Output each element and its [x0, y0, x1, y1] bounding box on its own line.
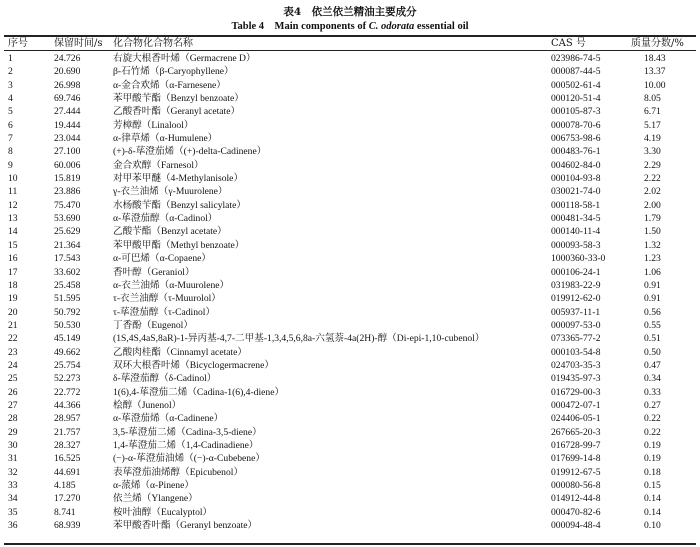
table-row	[4, 185, 696, 198]
cell-cas: 000470-82-6	[551, 506, 601, 518]
cell-retention-time: 23.044	[54, 133, 81, 145]
cell-cas: 267665-20-3	[551, 426, 601, 438]
cell-mass-fraction: 0.18	[644, 466, 661, 478]
cell-mass-fraction: 0.55	[644, 319, 661, 331]
table-row	[4, 239, 696, 252]
table-row	[4, 159, 696, 172]
cell-mass-fraction: 0.50	[644, 346, 661, 358]
header-cas: CAS 号	[551, 38, 586, 49]
cell-compound-name: 苯甲酸苄酯（Benzyl benzoate）	[113, 93, 244, 105]
cell-cas: 004602-84-0	[551, 159, 601, 171]
cell-compound-name: α-荜澄茄烯（α-Cadinene）	[113, 413, 224, 425]
cell-compound-name: 水杨酸苄酯（Benzyl salicylate）	[113, 199, 246, 211]
cell-compound-name: 乙酸苄酯（Benzyl acetate）	[113, 226, 227, 238]
cell-no: 32	[8, 466, 18, 478]
cell-retention-time: 20.690	[54, 66, 81, 78]
cell-compound-name: 香叶醇（Geraniol）	[113, 266, 195, 278]
header-compound-name: 化合物化合物名称	[113, 38, 193, 49]
table-row	[4, 346, 696, 359]
cell-retention-time: 68.939	[54, 520, 81, 532]
cell-mass-fraction: 0.19	[644, 453, 661, 465]
cell-no: 27	[8, 399, 18, 411]
cell-mass-fraction: 0.91	[644, 293, 661, 305]
caption-en-species: C. odorata	[368, 21, 415, 32]
cell-compound-name: α-衣兰油烯（α-Muurolene）	[113, 279, 230, 291]
table-row	[4, 65, 696, 78]
cell-cas: 006753-98-6	[551, 133, 601, 145]
cell-retention-time: 53.690	[54, 213, 81, 225]
cell-retention-time: 49.662	[54, 346, 81, 358]
cell-cas: 000087-44-5	[551, 66, 601, 78]
cell-no: 5	[8, 106, 13, 118]
cell-cas: 016729-00-3	[551, 386, 601, 398]
cell-no: 9	[8, 159, 13, 171]
table-row	[4, 172, 696, 185]
cell-cas: 000103-54-8	[551, 346, 601, 358]
components-table	[4, 52, 696, 532]
cell-mass-fraction: 0.19	[644, 439, 661, 451]
cell-no: 3	[8, 79, 13, 91]
cell-cas: 030021-74-0	[551, 186, 601, 198]
cell-retention-time: 17.270	[54, 493, 81, 505]
cell-cas: 000080-56-8	[551, 480, 601, 491]
cell-compound-name: 丁香酚（Eugenol）	[113, 319, 193, 331]
table-row	[4, 292, 696, 305]
table-row	[4, 386, 696, 399]
cell-no: 18	[8, 279, 18, 291]
cell-mass-fraction: 18.43	[644, 53, 666, 64]
cell-cas: 023986-74-5	[551, 53, 601, 64]
cell-cas: 031983-22-9	[551, 279, 601, 291]
cell-no: 29	[8, 426, 18, 438]
cell-cas: 000094-48-4	[551, 520, 601, 532]
table-row	[4, 212, 696, 225]
table-body	[4, 52, 696, 532]
table-row	[4, 439, 696, 452]
cell-cas: 019435-97-3	[551, 373, 601, 385]
cell-no: 10	[8, 173, 18, 185]
header-no: 序号	[8, 38, 28, 49]
cell-mass-fraction: 8.05	[644, 93, 661, 105]
cell-cas: 019912-67-5	[551, 466, 601, 478]
cell-mass-fraction: 0.47	[644, 359, 661, 371]
table-row	[4, 399, 696, 412]
cell-cas: 000093-58-3	[551, 239, 601, 251]
table-caption-cn: 表4 依兰依兰精油主要成分	[283, 6, 417, 18]
cell-compound-name: α-蒎烯（α-Pinene）	[113, 480, 194, 491]
cell-mass-fraction: 0.91	[644, 279, 661, 291]
cell-compound-name: (+)-δ-荜澄茄烯（(+)-delta-Cadinene）	[113, 146, 267, 158]
table-row	[4, 105, 696, 118]
table-top-rule	[4, 35, 696, 37]
cell-cas: 000502-61-4	[551, 79, 601, 91]
table-row	[4, 266, 696, 279]
table-row	[4, 306, 696, 319]
cell-mass-fraction: 0.33	[644, 386, 661, 398]
cell-retention-time: 17.543	[54, 253, 81, 265]
cell-cas: 016728-99-7	[551, 439, 601, 451]
cell-retention-time: 25.458	[54, 279, 81, 291]
cell-no: 6	[8, 119, 13, 131]
cell-compound-name: 1(6),4-荜澄茄二烯（Cadina-1(6),4-diene）	[113, 386, 285, 398]
cell-retention-time: 27.100	[54, 146, 81, 158]
cell-retention-time: 52.273	[54, 373, 81, 385]
cell-cas: 000140-11-4	[551, 226, 601, 238]
cell-mass-fraction: 0.27	[644, 399, 661, 411]
cell-no: 31	[8, 453, 18, 465]
cell-cas: 000104-93-8	[551, 173, 601, 185]
caption-en-suffix: essential oil	[414, 21, 469, 32]
cell-mass-fraction: 1.79	[644, 213, 661, 225]
cell-cas: 000105-87-3	[551, 106, 601, 118]
cell-compound-name: β-石竹烯（β-Caryophyllene）	[113, 66, 234, 78]
cell-compound-name: 桧醇（Junenol）	[113, 399, 182, 411]
cell-compound-name: 1,4-荜澄茄二烯（1,4-Cadinadiene）	[113, 439, 259, 451]
cell-no: 28	[8, 413, 18, 425]
cell-no: 4	[8, 93, 13, 105]
table-row	[4, 132, 696, 145]
cell-mass-fraction: 0.22	[644, 426, 661, 438]
caption-en-prefix: Table 4 Main components of	[231, 21, 369, 32]
cell-retention-time: 50.792	[54, 306, 81, 318]
cell-cas: 000106-24-1	[551, 266, 601, 278]
cell-compound-name: α-律草烯（α-Humulene）	[113, 133, 218, 145]
cell-retention-time: 25.754	[54, 359, 81, 371]
cell-mass-fraction: 6.71	[644, 106, 661, 118]
cell-cas: 000097-53-0	[551, 319, 601, 331]
cell-retention-time: 44.691	[54, 466, 81, 478]
table-row	[4, 145, 696, 158]
cell-compound-name: 苯甲酸甲酯（Methyl benzoate）	[113, 239, 245, 251]
cell-retention-time: 27.444	[54, 106, 81, 118]
cell-mass-fraction: 5.17	[644, 119, 661, 131]
table-row	[4, 332, 696, 345]
cell-cas: 000472-07-1	[551, 399, 601, 411]
cell-no: 33	[8, 480, 18, 491]
table-row	[4, 92, 696, 105]
cell-compound-name: 芳樟醇（Linalool）	[113, 119, 194, 131]
cell-compound-name: α-金合欢烯（α-Farnesene）	[113, 79, 226, 91]
cell-cas: 019912-62-0	[551, 293, 601, 305]
cell-cas: 073365-77-2	[551, 333, 601, 345]
cell-compound-name: 金合欢醇（Farnesol）	[113, 159, 204, 171]
cell-retention-time: 15.819	[54, 173, 81, 185]
table-caption-en	[0, 18, 700, 33]
cell-compound-name: δ-荜澄茄醇（δ-Cadinol）	[113, 373, 217, 385]
cell-retention-time: 28.327	[54, 439, 81, 451]
table-row	[4, 79, 696, 92]
cell-retention-time: 26.998	[54, 79, 81, 91]
cell-no: 19	[8, 293, 18, 305]
cell-compound-name: α-荜澄茄醇（α-Cadinol）	[113, 213, 218, 225]
cell-retention-time: 60.006	[54, 159, 81, 171]
cell-mass-fraction: 10.00	[644, 79, 666, 91]
cell-mass-fraction: 13.37	[644, 66, 666, 78]
cell-no: 2	[8, 66, 13, 78]
cell-mass-fraction: 2.22	[644, 173, 661, 185]
table-row	[4, 519, 696, 532]
cell-no: 24	[8, 359, 18, 371]
header-mass-fraction: 质量分数/%	[631, 38, 684, 49]
cell-retention-time: 21.364	[54, 239, 81, 251]
table-row	[4, 225, 696, 238]
cell-mass-fraction: 2.00	[644, 199, 661, 211]
cell-compound-name: 苯甲酸香叶酯（Geranyl benzoate）	[113, 520, 258, 532]
cell-compound-name: 乙酸肉桂酯（Cinnamyl acetate）	[113, 346, 248, 358]
table-header-rule	[4, 50, 696, 51]
cell-cas: 017699-14-8	[551, 453, 601, 465]
cell-mass-fraction: 0.14	[644, 493, 661, 505]
table-row	[4, 52, 696, 65]
cell-compound-name: 依兰烯（Ylangene）	[113, 493, 198, 505]
cell-mass-fraction: 2.02	[644, 186, 661, 198]
cell-compound-name: 表荜澄茄油烯醇（Epicubenol）	[113, 466, 244, 478]
cell-cas: 000078-70-6	[551, 119, 601, 131]
cell-cas: 024406-05-1	[551, 413, 601, 425]
cell-retention-time: 50.530	[54, 319, 81, 331]
cell-cas: 000483-76-1	[551, 146, 601, 158]
cell-no: 16	[8, 253, 18, 265]
table-row	[4, 506, 696, 519]
cell-retention-time: 75.470	[54, 199, 81, 211]
cell-no: 17	[8, 266, 18, 278]
cell-compound-name: 3,5-荜澄茄二烯（Cadina-3,5-diene）	[113, 426, 262, 438]
table-row	[4, 252, 696, 265]
table-row	[4, 426, 696, 439]
cell-mass-fraction: 0.14	[644, 506, 661, 518]
cell-compound-name: 右旋大根香叶烯（Germacrene D）	[113, 53, 256, 64]
table-row	[4, 372, 696, 385]
cell-no: 20	[8, 306, 18, 318]
cell-compound-name: (1S,4S,4aS,8aR)-1-异丙基-4,7-二甲基-1,3,4,5,6,8a-六氢萘-4a(2H)-醇（Di-epi-1,10-cubenol）	[113, 333, 485, 345]
table-row	[4, 466, 696, 479]
cell-no: 26	[8, 386, 18, 398]
table-row	[4, 199, 696, 212]
cell-no: 8	[8, 146, 13, 158]
cell-no: 23	[8, 346, 18, 358]
cell-no: 11	[8, 186, 18, 198]
cell-compound-name: τ-衣兰油醇（τ-Muurolol）	[113, 293, 221, 305]
cell-mass-fraction: 3.30	[644, 146, 661, 158]
cell-mass-fraction: 0.15	[644, 480, 661, 491]
cell-retention-time: 16.525	[54, 453, 81, 465]
cell-mass-fraction: 1.06	[644, 266, 661, 278]
cell-mass-fraction: 1.23	[644, 253, 661, 265]
cell-mass-fraction: 2.29	[644, 159, 661, 171]
cell-compound-name: 双环大根香叶烯（Bicyclogermacrene）	[113, 359, 274, 371]
cell-retention-time: 4.185	[54, 480, 76, 491]
cell-retention-time: 25.629	[54, 226, 81, 238]
cell-cas: 005937-11-1	[551, 306, 601, 318]
cell-no: 14	[8, 226, 18, 238]
cell-no: 34	[8, 493, 18, 505]
cell-retention-time: 8.741	[54, 506, 76, 518]
cell-compound-name: α-可巴烯（α-Copaene）	[113, 253, 211, 265]
table-row	[4, 359, 696, 372]
cell-cas: 014912-44-8	[551, 493, 601, 505]
cell-retention-time: 21.757	[54, 426, 81, 438]
cell-compound-name: 对甲苯甲醚（4-Methylanisole）	[113, 173, 244, 185]
cell-mass-fraction: 0.56	[644, 306, 661, 318]
cell-no: 12	[8, 199, 18, 211]
cell-mass-fraction: 1.50	[644, 226, 661, 238]
table-row	[4, 119, 696, 132]
cell-cas: 000118-58-1	[551, 199, 601, 211]
cell-cas: 1000360-33-0	[551, 253, 606, 265]
cell-retention-time: 69.746	[54, 93, 81, 105]
cell-mass-fraction: 4.19	[644, 133, 661, 145]
table-row	[4, 319, 696, 332]
cell-no: 35	[8, 506, 18, 518]
table-row	[4, 412, 696, 425]
cell-no: 30	[8, 439, 18, 451]
cell-retention-time: 44.366	[54, 399, 81, 411]
cell-compound-name: 乙酸香叶酯（Geranyl acetate）	[113, 106, 241, 118]
table-row	[4, 492, 696, 505]
cell-retention-time: 51.595	[54, 293, 81, 305]
cell-cas: 000120-51-4	[551, 93, 601, 105]
cell-no: 7	[8, 133, 13, 145]
cell-retention-time: 24.726	[54, 53, 81, 64]
cell-no: 1	[8, 53, 13, 64]
cell-retention-time: 33.602	[54, 266, 81, 278]
cell-no: 15	[8, 239, 18, 251]
cell-no: 22	[8, 333, 18, 345]
cell-mass-fraction: 0.51	[644, 333, 661, 345]
cell-cas: 000481-34-5	[551, 213, 601, 225]
cell-retention-time: 28.957	[54, 413, 81, 425]
cell-no: 13	[8, 213, 18, 225]
cell-mass-fraction: 1.32	[644, 239, 661, 251]
cell-retention-time: 45.149	[54, 333, 81, 345]
cell-compound-name: 桉叶油醇（Eucalyptol）	[113, 506, 213, 518]
table-row	[4, 279, 696, 292]
cell-mass-fraction: 0.10	[644, 520, 661, 532]
cell-cas: 024703-35-3	[551, 359, 601, 371]
table-row	[4, 452, 696, 465]
table-row	[4, 479, 696, 492]
cell-retention-time: 22.772	[54, 386, 81, 398]
cell-mass-fraction: 0.22	[644, 413, 661, 425]
cell-no: 21	[8, 319, 18, 331]
cell-compound-name: τ-荜澄茄醇（τ-Cadinol）	[113, 306, 216, 318]
table-bottom-rule	[4, 543, 696, 545]
cell-compound-name: (−)-α-荜澄茄油烯（(−)-α-Cubebene）	[113, 453, 265, 465]
cell-compound-name: γ-衣兰油烯（γ-Muurolene）	[113, 186, 228, 198]
cell-no: 36	[8, 520, 18, 532]
header-retention-time: 保留时间/s	[54, 38, 103, 49]
cell-no: 25	[8, 373, 18, 385]
cell-mass-fraction: 0.34	[644, 373, 661, 385]
cell-retention-time: 23.886	[54, 186, 81, 198]
cell-retention-time: 19.444	[54, 119, 81, 131]
